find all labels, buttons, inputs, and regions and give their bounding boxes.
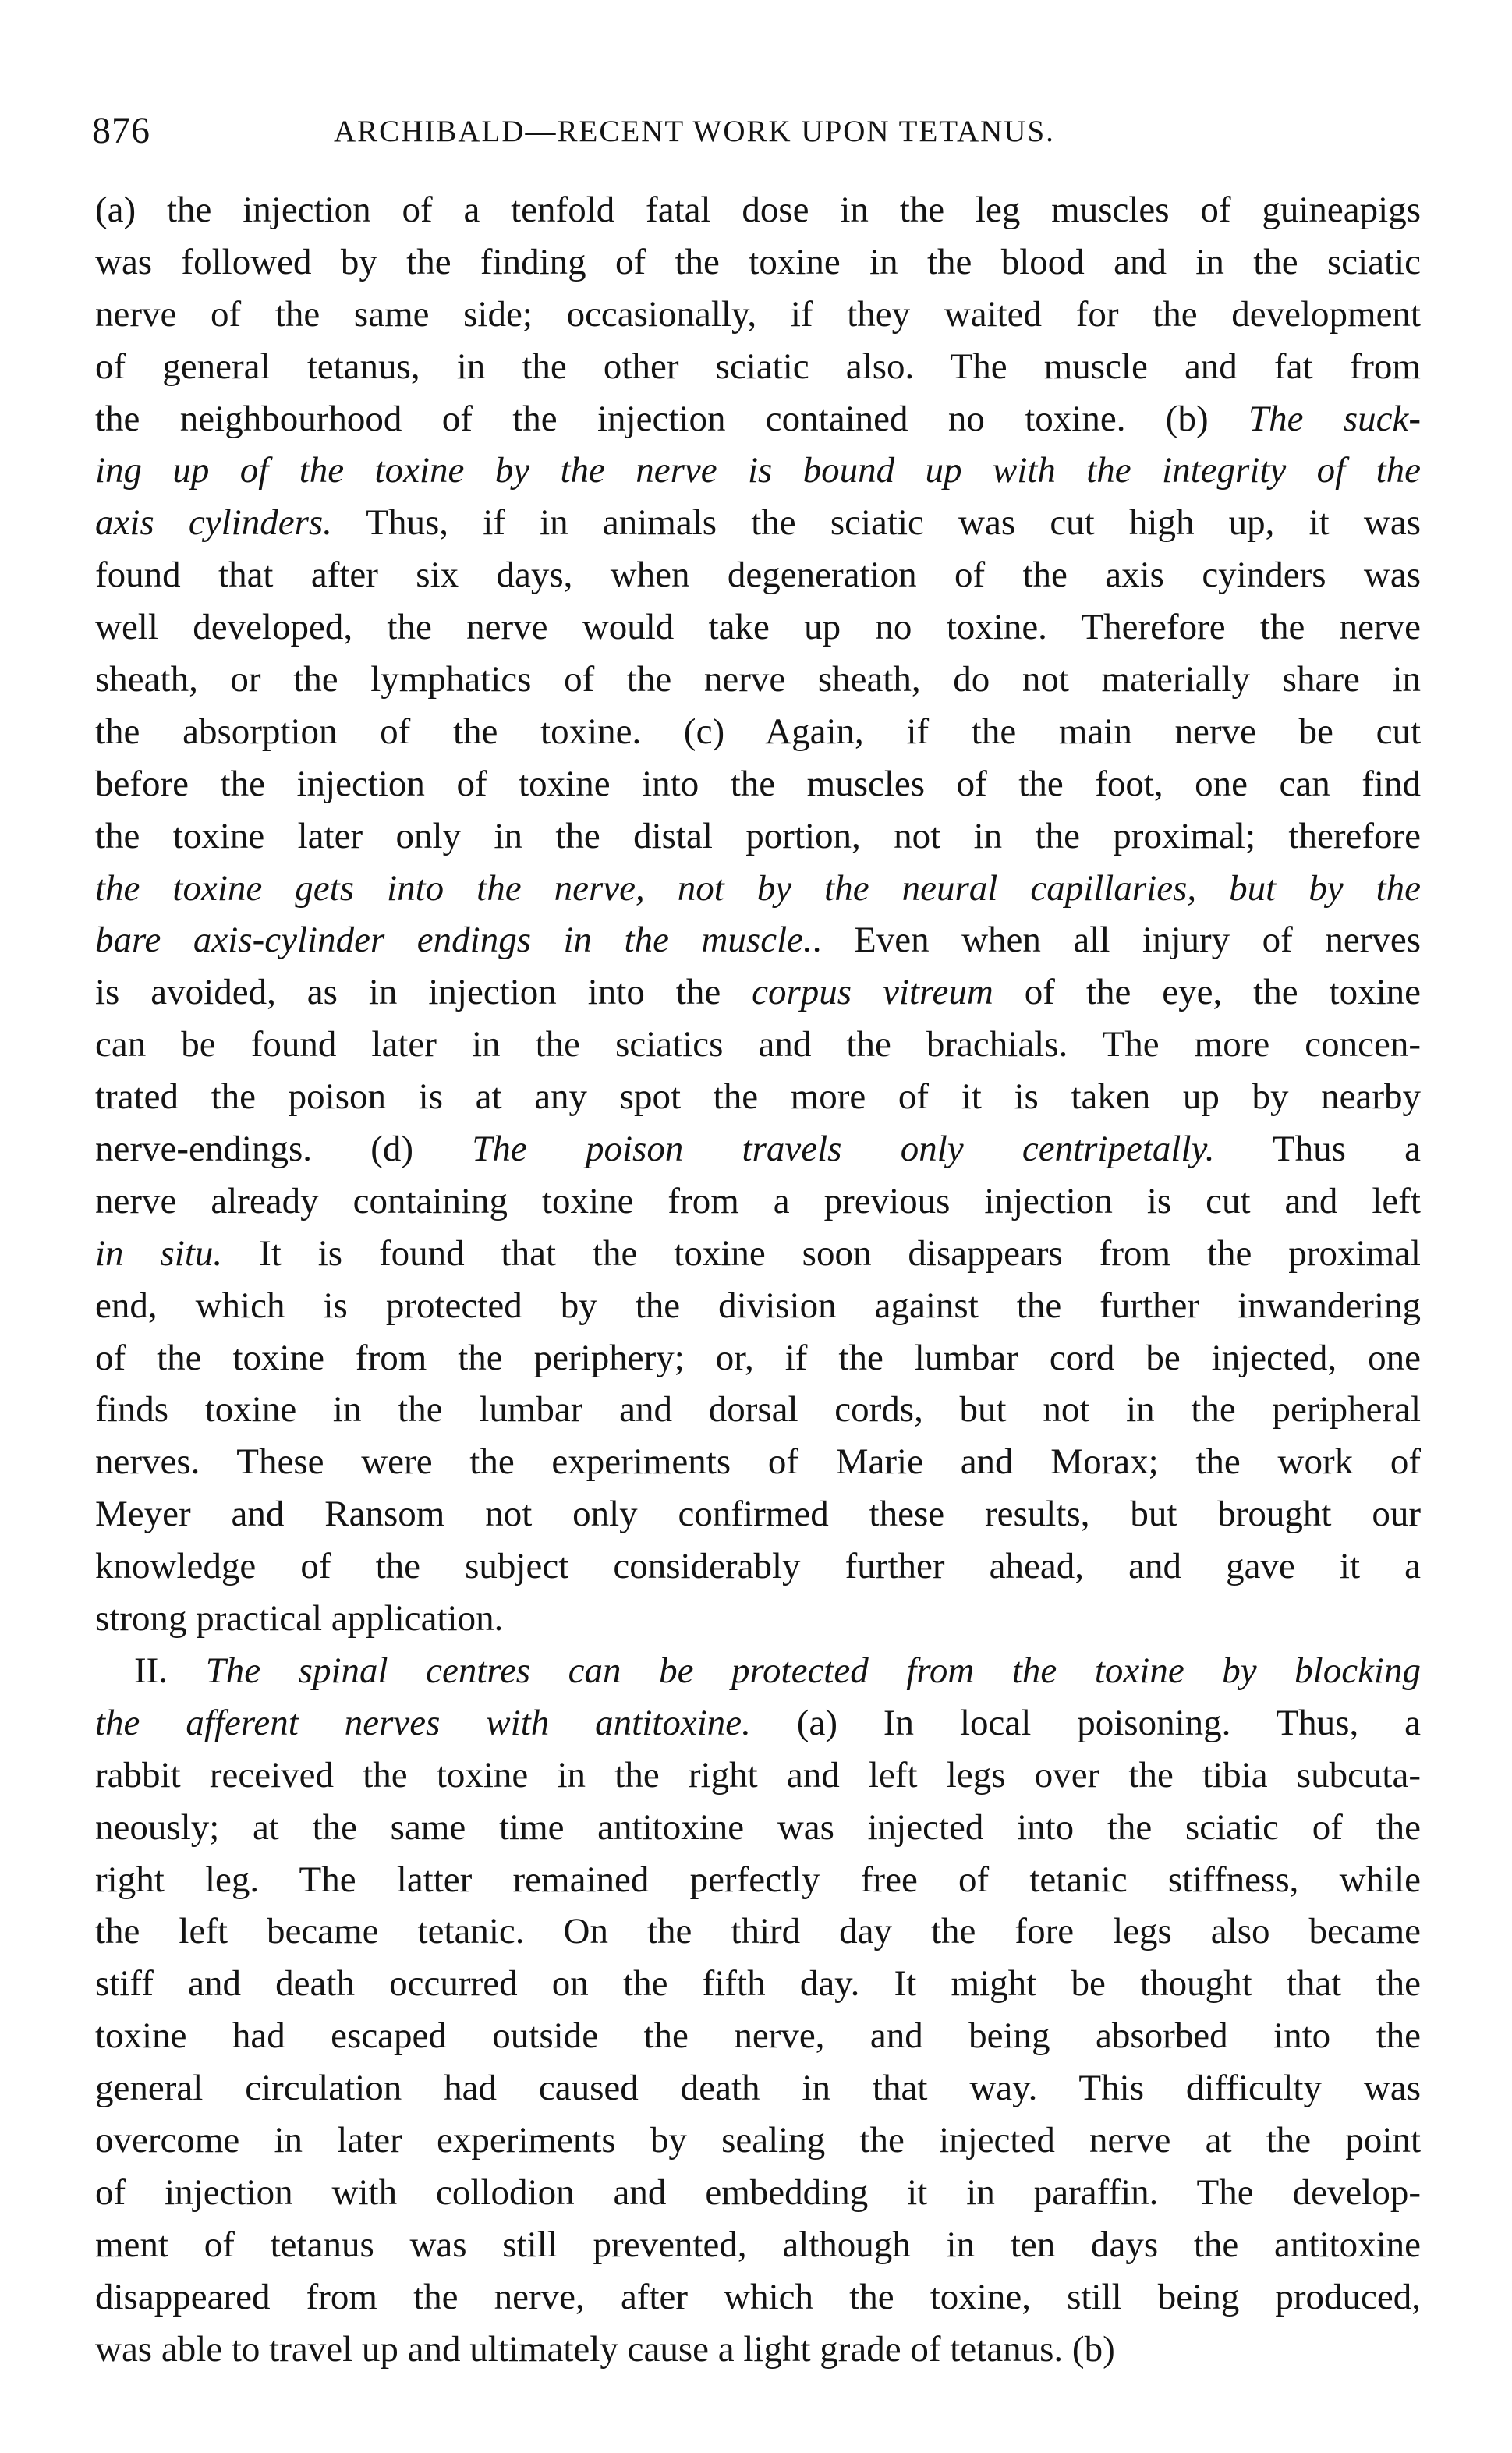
italic-text: the afferent nerves with antitoxine. <box>95 1702 751 1743</box>
italic-text: ing up of the toxine by the nerve is bound up with the integrity of the <box>95 450 1421 491</box>
text-line <box>95 1071 1421 1123</box>
text-line <box>95 549 1421 601</box>
text-line <box>95 2219 1421 2271</box>
text-segment: was able to travel up and ultimately cause a light grade of tetanus. (b) <box>95 2328 1115 2370</box>
text-segment: strong practical application. <box>95 1598 504 1639</box>
text-segment: (a) In local poisoning. Thus, a <box>750 1702 1421 1743</box>
text-segment: nerve already containing toxine from a previous injection is cut and left <box>95 1180 1421 1221</box>
text-segment: the left became tetanic. On the third day the fore legs also became <box>95 1911 1421 1952</box>
text-line <box>95 758 1421 810</box>
text-segment: the absorption of the toxine. (c) Again, if the main nerve be cut <box>95 711 1421 752</box>
italic-text: corpus vitreum <box>752 972 993 1013</box>
text-line <box>95 601 1421 654</box>
text-line <box>95 1332 1421 1384</box>
text-segment: (a) the injection of a tenfold fatal dose in the leg muscles of guineapigs <box>95 190 1421 230</box>
text-segment: Meyer and Ransom not only confirmed these results, but brought our <box>95 1494 1421 1535</box>
text-line <box>95 1175 1421 1228</box>
text-line <box>95 289 1421 341</box>
text-line <box>95 1593 1421 1645</box>
text-segment: of injection with collodion and embedding it in paraffin. The develop- <box>95 2171 1421 2213</box>
text-line <box>95 1802 1421 1854</box>
text-segment: toxine had escaped outside the nerve, and being absorbed into the <box>95 2015 1421 2057</box>
text-line <box>95 1958 1421 2010</box>
text-line <box>95 1905 1421 1958</box>
text-segment: nerve of the same side; occasionally, if they waited for the development <box>95 293 1421 335</box>
text-segment: neously; at the same time antitoxine was injected into the sciatic of the <box>95 1806 1421 1848</box>
text-line <box>95 236 1421 289</box>
text-segment: general circulation had caused death in that way. This difficulty was <box>95 2068 1421 2109</box>
text-segment: found that after six days, when degeneration of the axis cyinders was <box>95 555 1421 596</box>
text-line <box>95 966 1421 1019</box>
text-line <box>95 654 1421 706</box>
text-segment: of the toxine from the periphery; or, if the lumbar cord be injected, one <box>95 1337 1421 1378</box>
text-line <box>95 1697 1421 1749</box>
text-segment: of general tetanus, in the other sciatic also. The muscle and fat from <box>95 346 1421 387</box>
text-segment: Thus a <box>1214 1129 1421 1170</box>
text-line <box>95 863 1421 915</box>
text-segment: trated the poison is at any spot the more of it is taken up by nearby <box>95 1076 1421 1118</box>
running-title: ARCHIBALD—RECENT WORK UPON TETANUS. <box>334 115 1055 148</box>
text-segment: was followed by the finding of the toxine in the blood and in the sciatic <box>95 241 1421 282</box>
text-segment: Thus, if in animals the sciatic was cut high up, it was <box>331 502 1421 544</box>
text-line <box>95 1384 1421 1436</box>
text-segment: of the eye, the toxine <box>993 972 1421 1013</box>
text-line <box>95 1019 1421 1071</box>
text-segment: end, which is protected by the division against the further inwandering <box>95 1285 1421 1326</box>
text-segment: right leg. The latter remained perfectly free of tetanic stiffness, while <box>95 1859 1421 1900</box>
text-segment: It is found that the toxine soon disappears from the proximal <box>222 1232 1421 1274</box>
italic-text: The spinal centres can be protected from the toxine by blocking <box>205 1650 1421 1691</box>
text-segment: . Even when all injury of nerves <box>812 920 1421 961</box>
text-segment: sheath, or the lymphatics of the nerve sheath, do not materially share in <box>95 659 1421 700</box>
text-line <box>95 914 1421 966</box>
text-segment: stiff and death occurred on the fifth day. It might be thought that the <box>95 1963 1421 2005</box>
text-segment: before the injection of toxine into the muscles of the foot, one can find <box>95 763 1421 804</box>
running-head <box>92 109 1418 156</box>
body-text <box>95 184 1421 2375</box>
text-segment: finds toxine in the lumbar and dorsal cords, but not in the peripheral <box>95 1389 1421 1430</box>
text-segment: ment of tetanus was still prevented, although in ten days the antitoxine <box>95 2224 1421 2265</box>
text-line <box>95 393 1421 445</box>
text-line <box>95 1228 1421 1280</box>
text-segment: is avoided, as in injection into the <box>95 972 752 1013</box>
text-line <box>95 2271 1421 2324</box>
text-line <box>95 445 1421 497</box>
text-segment: knowledge of the subject considerably further ahead, and gave it a <box>95 1546 1421 1587</box>
text-segment: well developed, the nerve would take up no toxine. Therefore the nerve <box>95 607 1421 648</box>
italic-text: in situ. <box>95 1232 223 1274</box>
text-segment: rabbit received the toxine in the right and left legs over the tibia subcuta- <box>95 1754 1421 1795</box>
text-line <box>95 2114 1421 2167</box>
text-segment: overcome in later experiments by sealing the injected nerve at the point <box>95 2119 1421 2161</box>
text-segment: nerve-endings. (d) <box>95 1129 473 1170</box>
text-line <box>95 810 1421 863</box>
text-line <box>95 1280 1421 1332</box>
text-line <box>95 706 1421 758</box>
text-line <box>95 2010 1421 2062</box>
text-segment: disappeared from the nerve, after which the toxine, still being produced, <box>95 2276 1421 2317</box>
italic-text: The suck- <box>1248 398 1421 439</box>
text-segment: the toxine later only in the distal portion, not in the proximal; therefore <box>95 815 1421 856</box>
text-line <box>95 184 1421 236</box>
text-segment: II. <box>134 1650 206 1691</box>
text-segment: the neighbourhood of the injection contained no toxine. (b) <box>95 398 1248 439</box>
italic-text: axis cylinders. <box>95 502 332 544</box>
text-segment: can be found later in the sciatics and the brachials. The more concen- <box>95 1024 1421 1065</box>
italic-text: bare axis-cylinder endings in the muscle. <box>95 920 813 961</box>
text-line <box>95 1488 1421 1540</box>
italic-text: The poison travels only centripetally. <box>472 1129 1215 1170</box>
text-line <box>95 1645 1421 1697</box>
italic-text: the toxine gets into the nerve, not by the neural capillaries, but by the <box>95 867 1421 909</box>
text-line <box>95 1436 1421 1488</box>
text-segment: nerves. These were the experiments of Marie and Morax; the work of <box>95 1441 1421 1483</box>
text-line <box>95 1749 1421 1802</box>
text-line <box>95 2062 1421 2114</box>
page-number: 876 <box>92 110 150 151</box>
text-line <box>95 1854 1421 1906</box>
text-line <box>95 2324 1421 2376</box>
text-line <box>95 1540 1421 1593</box>
text-line <box>95 1123 1421 1175</box>
text-line <box>95 497 1421 549</box>
text-line <box>95 2167 1421 2219</box>
text-line <box>95 341 1421 393</box>
